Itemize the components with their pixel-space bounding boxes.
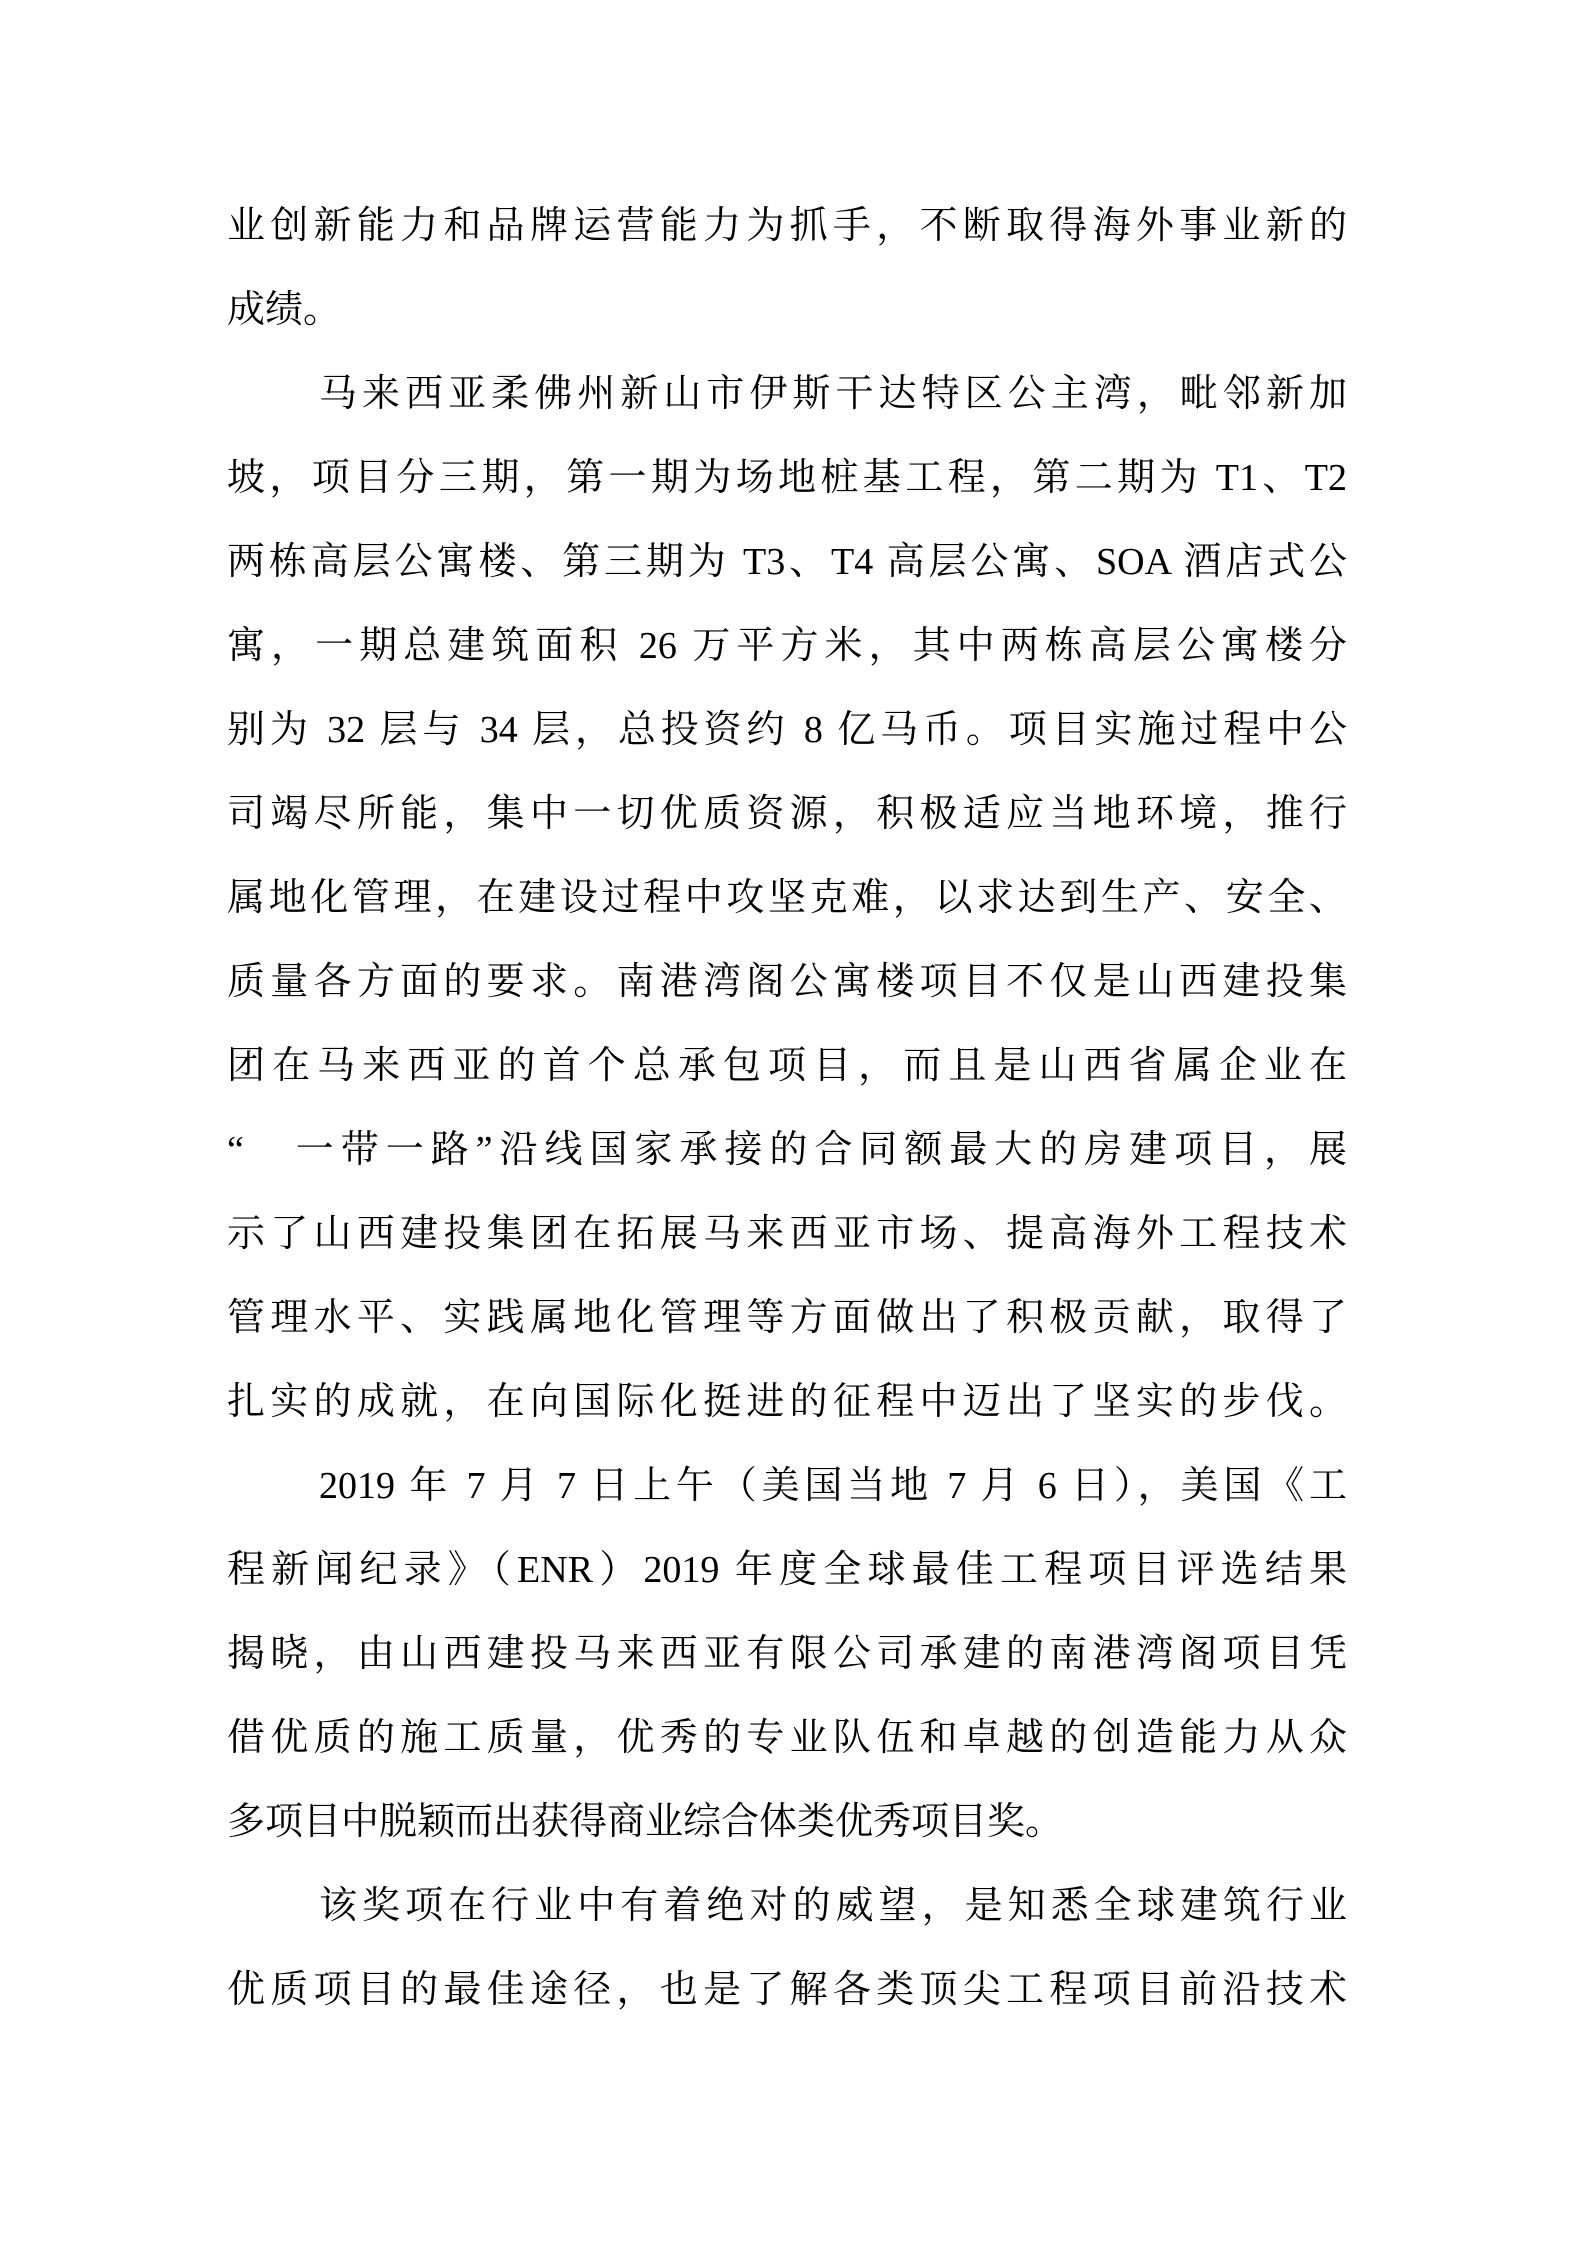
text-line: 管理水平、实践属地化管理等方面做出了积极贡献，取得了 bbox=[227, 1297, 1347, 1339]
text-line: 坡，项目分三期，第一期为场地桩基工程，第二期为 T1、T2 bbox=[227, 457, 1347, 499]
text-line: 团在马来西亚的首个总承包项目，而且是山西省属企业在 bbox=[227, 1045, 1347, 1087]
text-line: 示了山西建投集团在拓展马来西亚市场、提高海外工程技术 bbox=[227, 1213, 1347, 1255]
text-line: 属地化管理，在建设过程中攻坚克难，以求达到生产、安全、 bbox=[227, 877, 1347, 919]
text-line: 借优质的施工质量，优秀的专业队伍和卓越的创造能力从众 bbox=[227, 1717, 1347, 1759]
text-line: 扎实的成就，在向国际化挺进的征程中迈出了坚实的步伐。 bbox=[227, 1381, 1347, 1423]
text-line: 质量各方面的要求。南港湾阁公寓楼项目不仅是山西建投集 bbox=[227, 961, 1347, 1003]
text-line: 程新闻纪录》（ENR）2019 年度全球最佳工程项目评选结果 bbox=[227, 1549, 1347, 1591]
text-line: 司竭尽所能，集中一切优质资源，积极适应当地环境，推行 bbox=[227, 793, 1347, 835]
text-line: 该奖项在行业中有着绝对的威望，是知悉全球建筑行业 bbox=[319, 1885, 1347, 1927]
document-body bbox=[227, 184, 1347, 2032]
text-line: 业创新能力和品牌运营能力为抓手，不断取得海外事业新的 bbox=[227, 205, 1347, 247]
text-line: 马来西亚柔佛州新山市伊斯干达特区公主湾，毗邻新加 bbox=[319, 373, 1347, 415]
text-line: “ 一带一路”沿线国家承接的合同额最大的房建项目，展 bbox=[227, 1129, 1347, 1171]
text-line: 别为 32 层与 34 层，总投资约 8 亿马币。项目实施过程中公 bbox=[227, 709, 1347, 751]
text-line: 成绩。 bbox=[227, 289, 342, 331]
text-line: 两栋高层公寓楼、第三期为 T3、T4 高层公寓、SOA 酒店式公 bbox=[227, 541, 1347, 583]
text-line: 2019 年 7 月 7 日上午（美国当地 7 月 6 日），美国《工 bbox=[319, 1465, 1347, 1507]
text-line: 揭晓，由山西建投马来西亚有限公司承建的南港湾阁项目凭 bbox=[227, 1633, 1347, 1675]
text-line: 寓，一期总建筑面积 26 万平方米，其中两栋高层公寓楼分 bbox=[227, 625, 1347, 667]
text-line: 多项目中脱颖而出获得商业综合体类优秀项目奖。 bbox=[227, 1801, 1064, 1843]
text-line: 优质项目的最佳途径，也是了解各类顶尖工程项目前沿技术 bbox=[227, 1969, 1347, 2011]
